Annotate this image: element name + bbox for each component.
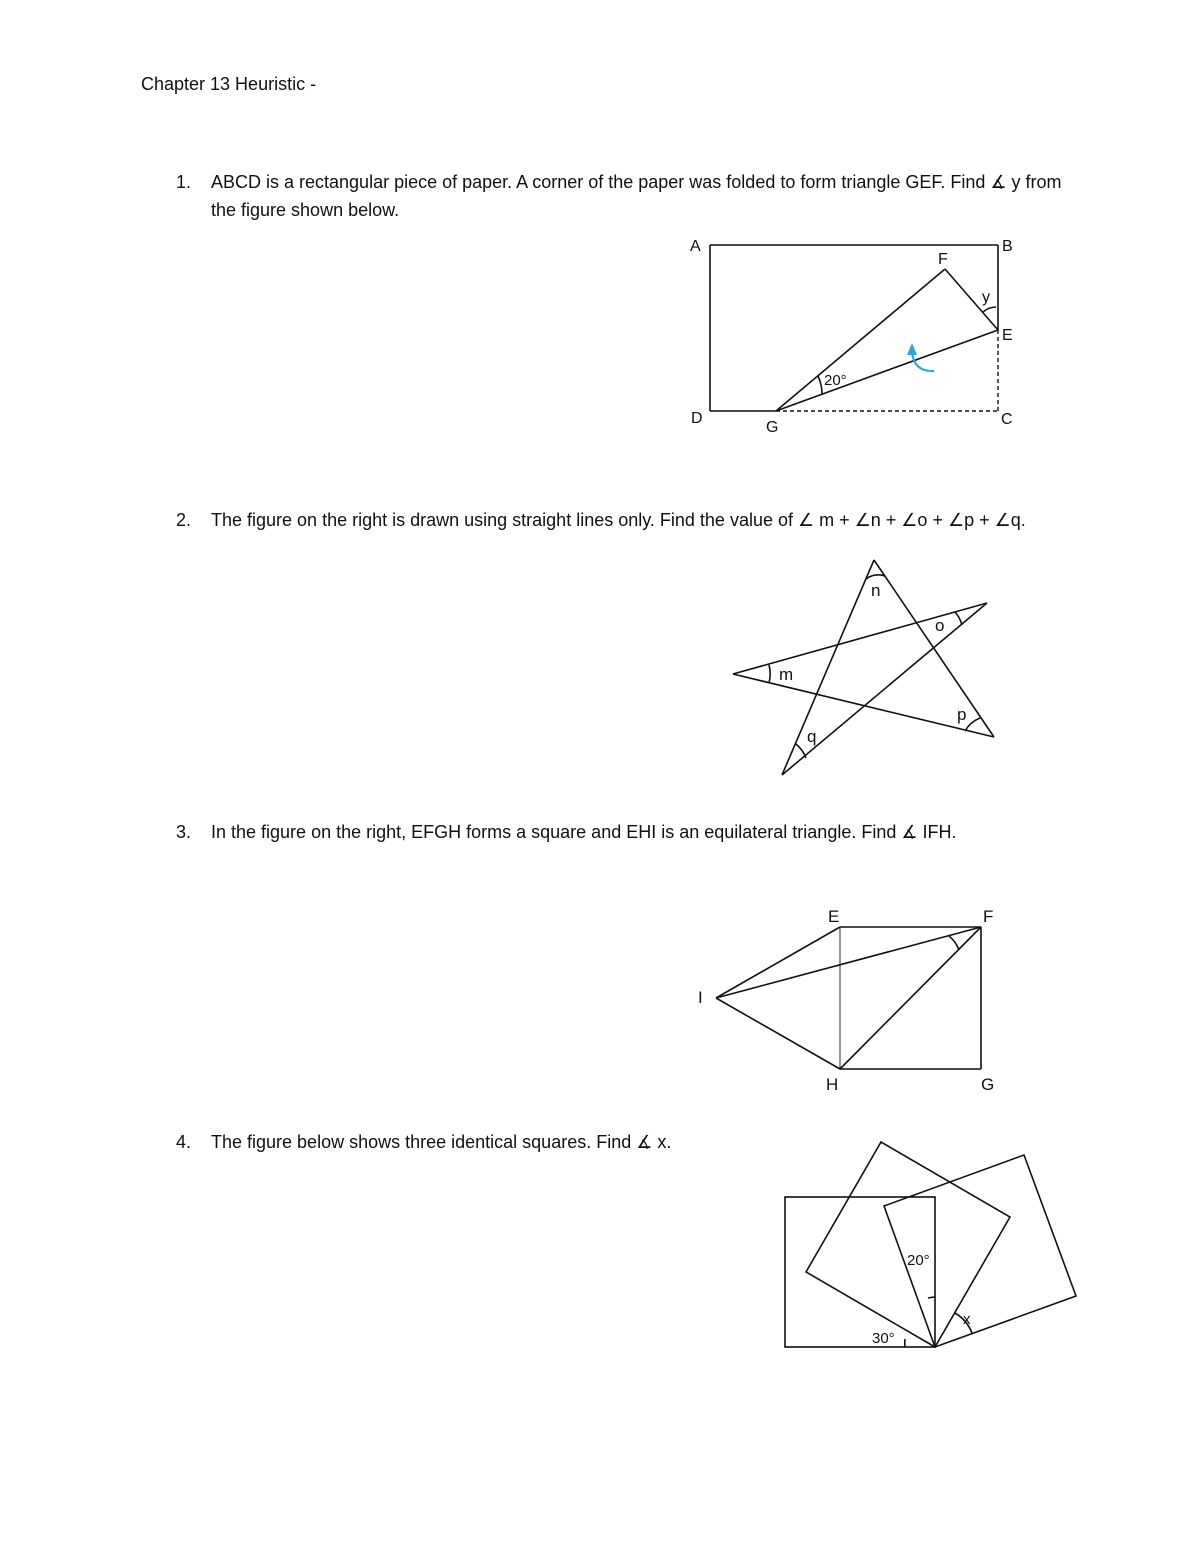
question-1 <box>176 168 1076 224</box>
angle-label-30: 30° <box>872 1330 895 1347</box>
figure-square-triangle <box>690 900 1010 1100</box>
question-text: The figure below shows three identical squares. Find ∡ x. <box>211 1132 672 1152</box>
question-number: 2. <box>176 510 192 530</box>
question-text: In the figure on the right, EFGH forms a square and EHI is an equilateral triangle. Find ∡ IFH. <box>211 822 957 842</box>
question-text: ABCD is a rectangular piece of paper. A corner of the paper was folded to form triangle GEF. Find ∡ y from the figure shown below. <box>211 172 1062 220</box>
label-A: A <box>690 238 701 255</box>
question-3 <box>176 818 1076 846</box>
question-number: 1. <box>176 172 192 192</box>
label-D: D <box>691 410 703 427</box>
label-p: p <box>957 705 967 724</box>
label-G: G <box>766 419 779 436</box>
question-number: 3. <box>176 822 192 842</box>
label-I: I <box>698 988 703 1007</box>
question-2 <box>176 506 1076 534</box>
question-number: 4. <box>176 1132 192 1152</box>
label-B: B <box>1002 238 1013 255</box>
figure-folded-rectangle <box>680 230 1040 440</box>
angle-label-20: 20° <box>907 1252 930 1269</box>
label-y: y <box>982 289 990 306</box>
figure-three-squares <box>775 1135 1085 1360</box>
label-H: H <box>826 1075 839 1094</box>
figure-star <box>725 550 1000 780</box>
label-C: C <box>1001 411 1013 428</box>
arrow-head-icon <box>907 343 917 355</box>
label-m: m <box>779 665 794 684</box>
label-o: o <box>935 616 945 635</box>
question-text: The figure on the right is drawn using straight lines only. Find the value of ∠ m + ∠n + ∠o + ∠p + ∠q. <box>211 510 1026 530</box>
label-q: q <box>807 727 817 746</box>
angle-label-20: 20° <box>824 372 847 389</box>
label-E: E <box>1002 327 1013 344</box>
page-header: Chapter 13 Heuristic - <box>141 74 317 94</box>
label-n: n <box>871 581 881 600</box>
label-E: E <box>828 907 840 926</box>
label-G: G <box>981 1075 995 1094</box>
label-F: F <box>983 907 994 926</box>
label-F: F <box>938 251 948 268</box>
label-x: x <box>963 1311 971 1328</box>
